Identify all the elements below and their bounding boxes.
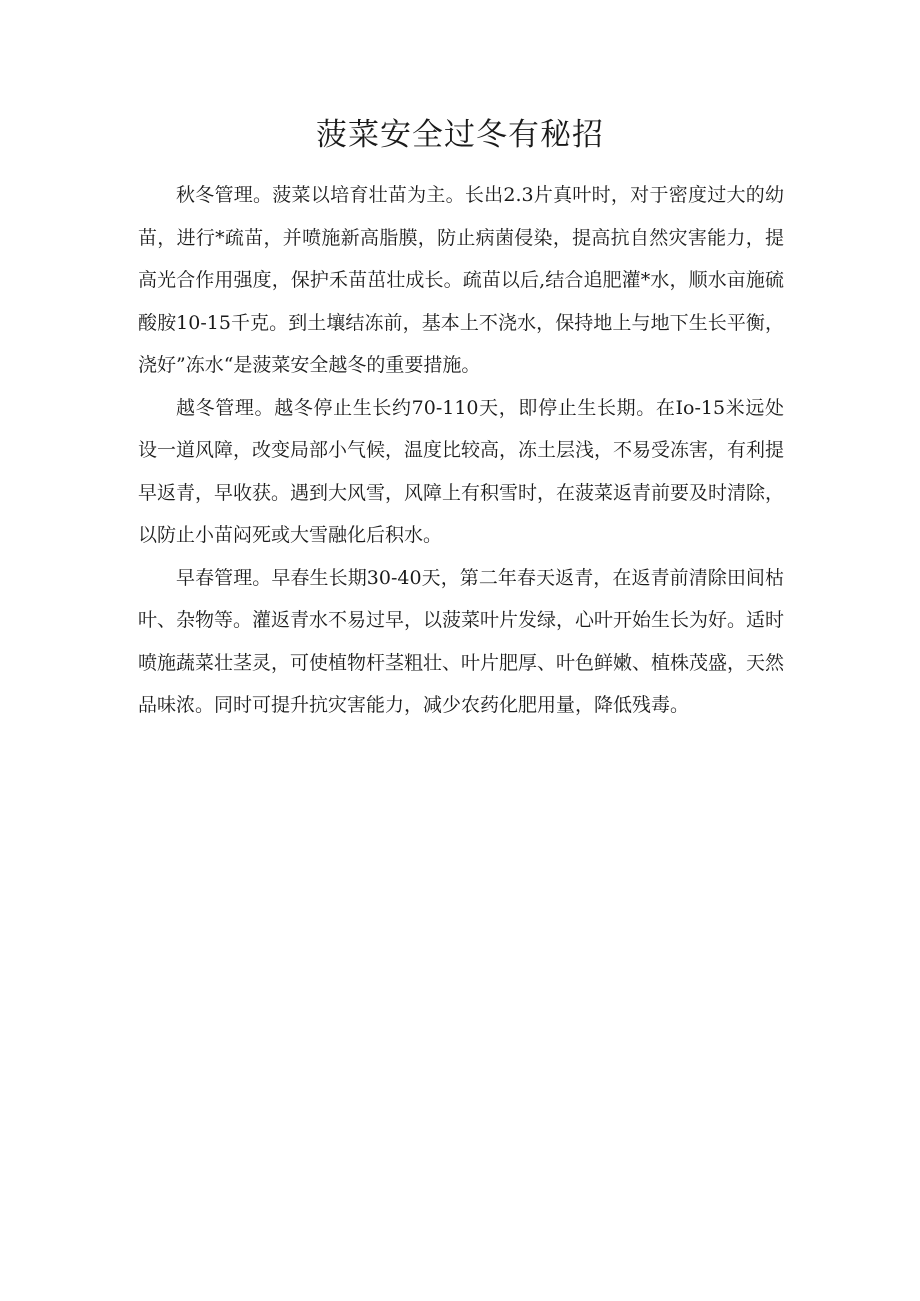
paragraph-overwintering: 越冬管理。越冬停止生长约70-110天，即停止生长期。在Io-15米远处设一道风障，改变局部小气候，温度比较高，冻土层浅，不易受冻害，有利提早返青，早收获。遇到大风雪，风障上有积雪时，在菠菜返青前要及时清除，以防止小苗闷死或大雪融化后积水。 xyxy=(138,396,785,546)
document-body xyxy=(138,174,784,727)
document-title: 菠菜安全过冬有秘招 xyxy=(316,117,604,153)
paragraph-early-spring: 早春管理。早春生长期30-40天，第二年春天返青，在返青前清除田间枯叶、杂物等。灌返青水不易过早，以菠菜叶片发绿，心叶开始生长为好。适时喷施蔬菜壮茎灵，可使植物杆茎粗壮、叶片肥厚、叶色鲜嫩、植株茂盛，天然品味浓。同时可提升抗灾害能力，减少农药化肥用量，降低残毒。 xyxy=(138,566,785,716)
paragraph-autumn-winter: 秋冬管理。菠菜以培育壮苗为主。长出2.3片真叶时，对于密度过大的幼苗，进行*疏苗，并喷施新高脂膜，防止病菌侵染，提高抗自然灾害能力，提高光合作用强度，保护禾苗茁壮成长。疏苗以后,结合追肥灌*水，顺水亩施硫酸胺10-15千克。到土壤结冻前，基本上不浇水，保持地上与地下生长平衡，浇好”冻水“是菠菜安全越冬的重要措施。 xyxy=(138,184,784,376)
